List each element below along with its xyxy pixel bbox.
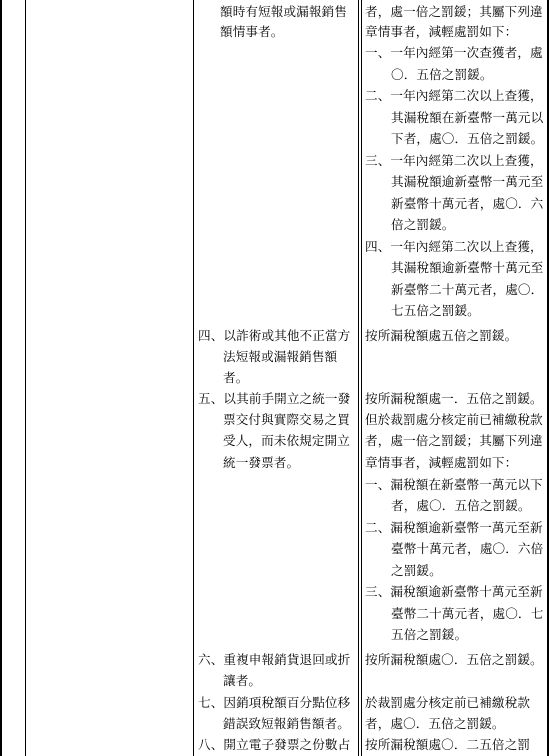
violation-text: 八、開立電子發票之份數占: [198, 737, 351, 752]
penalty-text: 之罰鍰。: [391, 563, 442, 578]
penalty-text: 五倍之罰鍰。: [391, 627, 468, 642]
penalty-text: 二、漏稅額逾新臺幣一萬元至新: [365, 520, 543, 535]
penalty-text: 按所漏稅額處一．五倍之罰鍰。: [365, 391, 543, 406]
penalty-text: 一、一年內經第一次查獲者，處: [365, 45, 543, 60]
penalty-text: 按所漏稅額處〇．二五倍之罰: [365, 737, 531, 752]
violation-text: 額情事者。: [220, 24, 284, 39]
penalty-text: 一、漏稅額在新臺幣一萬元以下: [365, 477, 543, 492]
violation-text: 七、因銷項稅額百分點位移: [198, 695, 351, 710]
penalty-text: 新臺幣十萬元者，處〇．六: [391, 196, 544, 211]
penalty-text: 者，處一倍之罰鍰；其屬下列違: [365, 433, 543, 448]
table-border-left: [0, 0, 2, 756]
penalty-text: 但於裁罰處分核定前已補繳稅款: [365, 412, 543, 427]
penalty-text: 倍之罰鍰。: [391, 217, 455, 232]
penalty-text: 其漏稅額逾新臺幣一萬元至: [391, 174, 544, 189]
penalty-text: 者，處一倍之罰鍰；其屬下列違: [365, 4, 543, 19]
violation-text: 錯誤致短報銷售額者。: [223, 716, 350, 731]
column-divider-double: [358, 0, 359, 756]
penalty-text: 二、一年內經第二次以上查獲，: [365, 88, 543, 103]
penalty-text: 其漏稅額在新臺幣一萬元以: [391, 110, 544, 125]
violation-text: 者。: [223, 370, 249, 385]
penalty-text: 四、一年內經第二次以上查獲，: [365, 239, 543, 254]
violation-text: 票交付與實際交易之買: [223, 412, 350, 427]
violation-text: 法短報或漏報銷售額: [223, 349, 338, 364]
violation-text: 五、以其前手開立之統一發: [198, 391, 351, 406]
penalty-text: 三、漏稅額逾新臺幣十萬元至新: [365, 584, 543, 599]
penalty-text: 按所漏稅額處五倍之罰鍰。: [365, 328, 518, 343]
violation-text: 讓者。: [223, 673, 262, 688]
violation-text: 額時有短報或漏報銷售: [220, 4, 347, 19]
column-divider: [25, 0, 26, 756]
penalty-text: 者，處〇．五倍之罰鍰。: [365, 716, 505, 731]
violation-text: 統一發票者。: [223, 455, 300, 470]
penalty-text: 其漏稅額逾新臺幣十萬元至: [391, 260, 544, 275]
column-divider-double: [361, 0, 362, 756]
penalty-text: 七五倍之罰鍰。: [391, 303, 480, 318]
penalty-text: 章情事者，減輕處罰如下：: [365, 455, 518, 470]
penalty-text: 臺幣二十萬元者，處〇．七: [391, 606, 544, 621]
penalty-text: 下者，處〇．五倍之罰鍰。: [391, 131, 544, 146]
violation-text: 受人，而未依規定開立: [223, 433, 350, 448]
penalty-text: 〇．五倍之罰鍰。: [391, 67, 493, 82]
penalty-text: 三、一年內經第二次以上查獲，: [365, 153, 543, 168]
penalty-text: 於裁罰處分核定前已補繳稅款: [365, 695, 531, 710]
violation-text: 六、重複申報銷貨退回或折: [198, 652, 351, 667]
penalty-text: 新臺幣二十萬元者，處〇．: [391, 282, 544, 297]
violation-text: 四、以詐術或其他不正當方: [198, 328, 351, 343]
penalty-text: 臺幣十萬元者，處〇．六倍: [391, 541, 544, 556]
penalty-text: 按所漏稅額處〇．五倍之罰鍰。: [365, 652, 543, 667]
penalty-text: 章情事者，減輕處罰如下：: [365, 24, 518, 39]
penalty-text: 者，處〇．五倍之罰鍰。: [391, 498, 531, 513]
table-border-right: [547, 0, 549, 756]
column-divider: [193, 0, 194, 756]
